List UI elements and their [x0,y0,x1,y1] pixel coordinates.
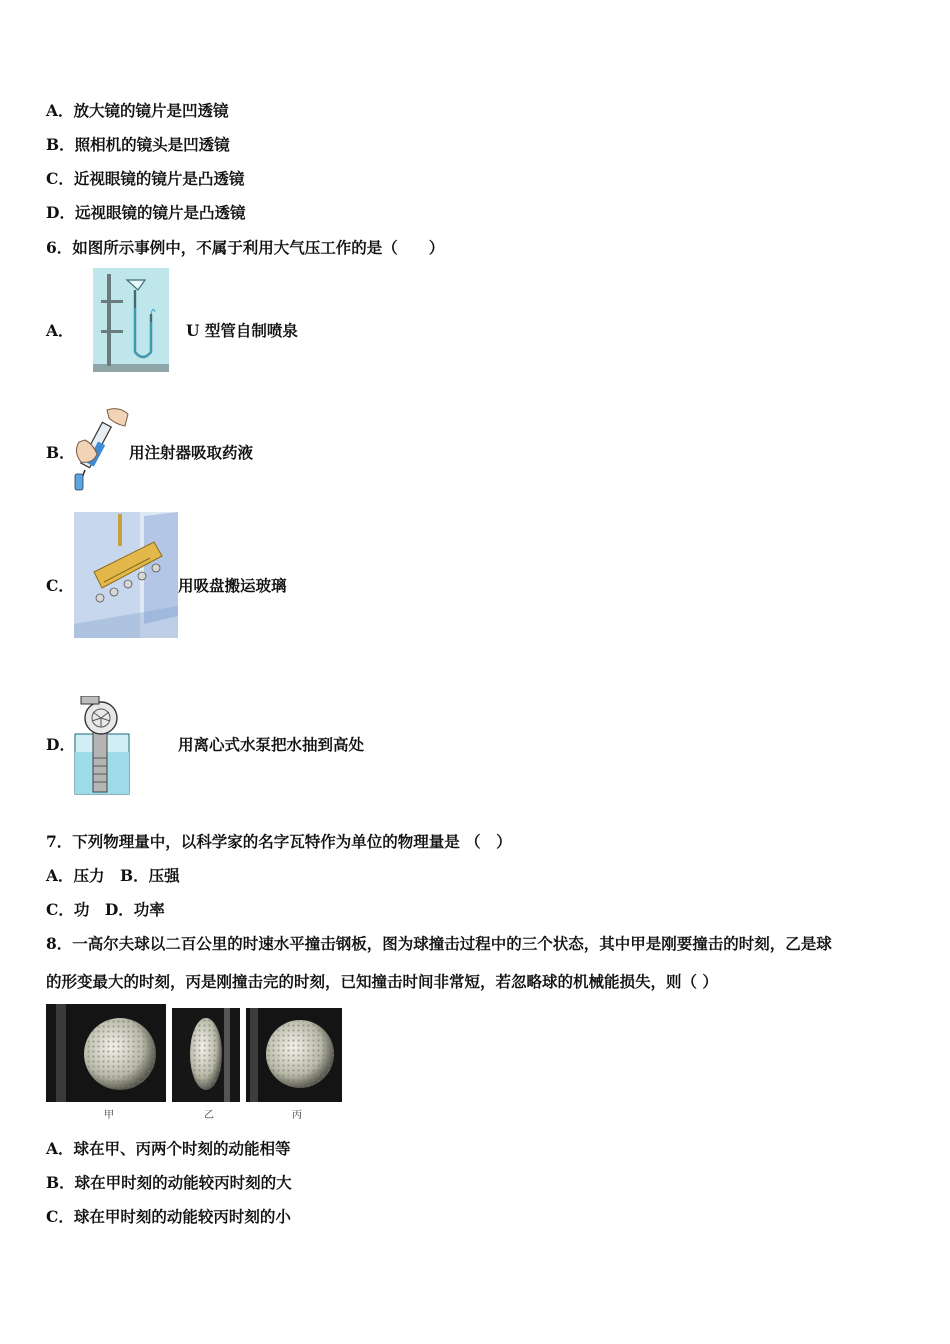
suction-cup-glass-image [74,512,178,638]
q6-option-a-text: U 型管自制喷泉 [186,321,298,340]
q6-option-d-letter: D． [46,735,75,754]
q7-options-row2: C．功 D．功率 [46,900,165,919]
golf-ball-photo-jia [46,1004,166,1102]
q5-option-b: B．照相机的镜头是凹透镜 [46,135,230,154]
centrifugal-pump-image [73,696,133,796]
q5-option-d: D．远视眼镜的镜片是凸透镜 [46,203,246,222]
caption-jia: 甲 [104,1110,114,1121]
q8-option-a: A．球在甲、丙两个时刻的动能相等 [46,1139,291,1158]
q5-option-a: A．放大镜的镜片是凹透镜 [46,101,229,120]
q6-option-c-text: 用吸盘搬运玻璃 [178,576,287,595]
q6-option-d-text: 用离心式水泵把水抽到高处 [178,735,365,754]
golf-ball-photo-yi [172,1008,240,1102]
q6-option-b-letter: B． [46,443,75,462]
q8-stem-line2: 的形变最大的时刻，丙是刚撞击完的时刻，已知撞击时间非常短，若忽略球的机械能损失，则（ ） [46,972,718,991]
caption-bing: 丙 [292,1110,302,1121]
q6-option-a-letter: A． [46,321,74,340]
caption-yi: 乙 [204,1110,214,1121]
u-tube-fountain-image [93,268,169,372]
q6-option-b-text: 用注射器吸取药液 [129,443,254,462]
q8-stem-line1: 8．一高尔夫球以二百公里的时速水平撞击钢板，图为球撞击过程中的三个状态，其中甲是刚要撞击的时刻，乙是球 [46,934,832,953]
golf-ball-photo-bing [246,1008,342,1102]
q5-option-c: C．近视眼镜的镜片是凸透镜 [46,169,245,188]
syringe-image [71,404,129,492]
q7-stem: 7．下列物理量中，以科学家的名字瓦特作为单位的物理量是 （ ） [46,832,512,851]
q8-option-b: B．球在甲时刻的动能较丙时刻的大 [46,1173,292,1192]
q6-option-c-letter: C． [46,576,74,595]
q7-options-row1: A．压力 B．压强 [46,866,180,885]
q8-option-c: C．球在甲时刻的动能较丙时刻的小 [46,1207,291,1226]
q6-stem: 6．如图所示事例中，不属于利用大气压工作的是（ ） [46,238,445,257]
